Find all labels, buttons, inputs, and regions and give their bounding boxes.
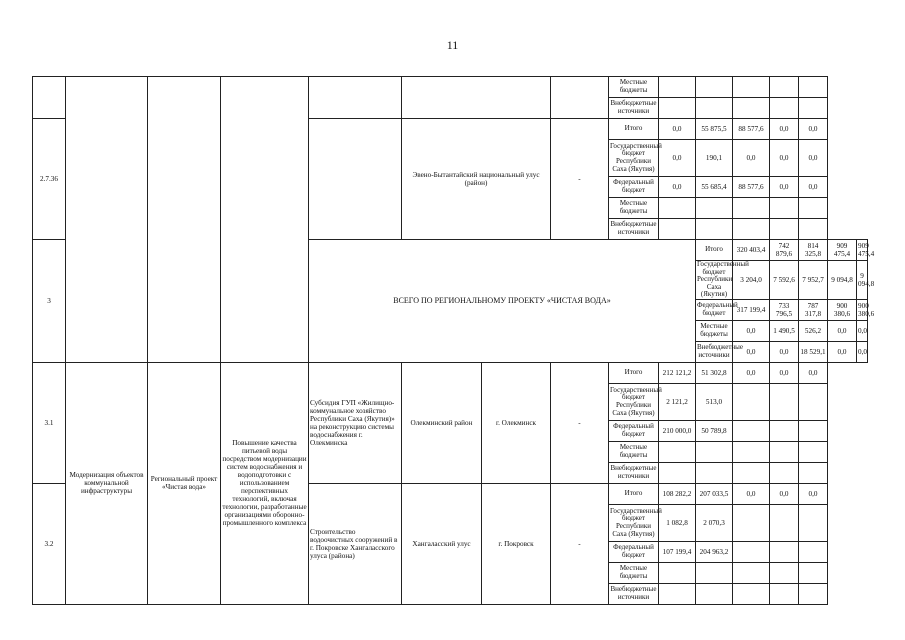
value-cell [659, 198, 696, 219]
value-cell [733, 462, 770, 483]
value-cell: 317 199,4 [733, 299, 770, 320]
value-cell: 3 204,0 [733, 261, 770, 300]
object-cell: Строительство водоочистных сооружений в г. Покровске Хангаласского улуса (района) [309, 483, 402, 604]
value-cell [799, 462, 828, 483]
row-number: 3 [33, 240, 66, 363]
value-cell [770, 562, 799, 583]
value-cell [696, 441, 733, 462]
budget-table [32, 76, 875, 605]
value-cell: 900 380,6 [857, 299, 868, 320]
source-cell: Государственный бюджет Республики Саха (Якутия) [609, 140, 659, 177]
value-cell: 526,2 [799, 320, 828, 341]
value-cell: 0,0 [857, 320, 868, 341]
source-cell: Внебюджетные источники [609, 583, 659, 604]
value-cell: 55 685,4 [696, 177, 733, 198]
value-cell: 50 789,8 [696, 420, 733, 441]
value-cell: 0,0 [828, 320, 857, 341]
value-cell: 0,0 [799, 119, 828, 140]
source-cell: Федеральный бюджет [609, 541, 659, 562]
source-cell: Внебюджетные источники [696, 341, 733, 362]
value-cell: 210 000,0 [659, 420, 696, 441]
value-cell [799, 77, 828, 98]
value-cell [799, 541, 828, 562]
value-cell [659, 441, 696, 462]
dash-cell: - [551, 119, 609, 240]
value-cell [733, 77, 770, 98]
value-cell [659, 98, 696, 119]
table-row [33, 362, 868, 383]
value-cell: 51 302,8 [696, 362, 733, 383]
source-cell: Итого [609, 362, 659, 383]
value-cell [733, 562, 770, 583]
value-cell: 0,0 [770, 341, 799, 362]
value-cell: 55 875,5 [696, 119, 733, 140]
value-cell [659, 77, 696, 98]
value-cell: 7 952,7 [799, 261, 828, 300]
value-cell [799, 198, 828, 219]
value-cell [770, 77, 799, 98]
district-cell [402, 77, 551, 119]
value-cell [770, 219, 799, 240]
value-cell: 1 490,5 [770, 320, 799, 341]
value-cell: 7 592,6 [770, 261, 799, 300]
value-cell: 9 094,8 [828, 261, 857, 300]
value-cell [733, 541, 770, 562]
value-cell: 9 094,8 [857, 261, 868, 300]
source-cell: Внебюджетные источники [609, 98, 659, 119]
value-cell: 0,0 [733, 483, 770, 504]
source-cell: Местные бюджеты [609, 77, 659, 98]
table-row [33, 77, 868, 98]
value-cell [770, 462, 799, 483]
row-number: 3.1 [33, 362, 66, 483]
value-cell [799, 98, 828, 119]
value-cell: 0,0 [733, 140, 770, 177]
source-cell: Внебюджетные источники [609, 219, 659, 240]
value-cell: 204 963,2 [696, 541, 733, 562]
value-cell [733, 441, 770, 462]
value-cell [799, 219, 828, 240]
value-cell [770, 420, 799, 441]
value-cell: 88 577,6 [733, 119, 770, 140]
value-cell: 0,0 [770, 362, 799, 383]
value-cell: 212 121,2 [659, 362, 696, 383]
value-cell: 0,0 [659, 140, 696, 177]
district-cell: Хангаласский улус [402, 483, 482, 604]
value-cell [770, 583, 799, 604]
value-cell: 0,0 [799, 177, 828, 198]
value-cell: 0,0 [733, 320, 770, 341]
value-cell: 742 879,6 [770, 240, 799, 261]
value-cell [696, 77, 733, 98]
source-cell: Местные бюджеты [609, 198, 659, 219]
value-cell [733, 198, 770, 219]
district-cell: Эвено-Бытантайский национальный улус (район) [402, 119, 551, 240]
project-cell [148, 77, 221, 363]
source-cell: Местные бюджеты [609, 562, 659, 583]
dash-cell: - [551, 483, 609, 604]
value-cell: 107 199,4 [659, 541, 696, 562]
value-cell [733, 98, 770, 119]
goal-cell [221, 77, 309, 363]
value-cell [659, 583, 696, 604]
num-cell [33, 77, 66, 119]
dash-cell: - [551, 362, 609, 483]
source-cell: Итого [609, 483, 659, 504]
city-cell: г. Покровск [482, 483, 551, 604]
project-cell: Региональный проект «Чистая вода» [148, 362, 221, 604]
value-cell: 909 475,4 [857, 240, 868, 261]
value-cell: 190,1 [696, 140, 733, 177]
object-cell: Субсидия ГУП «Жилищно-коммунальное хозяйство Республики Саха (Якутия)» на реконструкцию системы водоснабжения г. Олекминска [309, 362, 402, 483]
value-cell [696, 583, 733, 604]
value-cell: 108 282,2 [659, 483, 696, 504]
value-cell: 513,0 [696, 383, 733, 420]
value-cell: 0,0 [828, 341, 857, 362]
value-cell [659, 462, 696, 483]
value-cell [799, 562, 828, 583]
source-cell: Федеральный бюджет [609, 177, 659, 198]
value-cell: 0,0 [770, 140, 799, 177]
row-number: 2.7.36 [33, 119, 66, 240]
source-cell: Федеральный бюджет [609, 420, 659, 441]
source-cell: Местные бюджеты [609, 441, 659, 462]
value-cell [770, 504, 799, 541]
value-cell [696, 562, 733, 583]
source-cell: Федеральный бюджет [696, 299, 733, 320]
value-cell [659, 219, 696, 240]
object-cell [309, 119, 402, 240]
value-cell: 0,0 [857, 341, 868, 362]
value-cell: 0,0 [659, 177, 696, 198]
value-cell [770, 98, 799, 119]
value-cell [799, 583, 828, 604]
value-cell [733, 420, 770, 441]
district-cell: Олекминский район [402, 362, 482, 483]
value-cell: 1 082,8 [659, 504, 696, 541]
direction-cell [66, 77, 148, 363]
value-cell: 0,0 [733, 341, 770, 362]
total-title: ВСЕГО ПО РЕГИОНАЛЬНОМУ ПРОЕКТУ «ЧИСТАЯ ВОДА» [309, 240, 696, 363]
value-cell: 733 796,5 [770, 299, 799, 320]
value-cell: 88 577,6 [733, 177, 770, 198]
value-cell: 2 070,3 [696, 504, 733, 541]
value-cell: 0,0 [733, 362, 770, 383]
value-cell: 18 529,1 [799, 341, 828, 362]
value-cell [770, 383, 799, 420]
city-cell: г. Олекминск [482, 362, 551, 483]
value-cell: 0,0 [799, 140, 828, 177]
source-cell: Итого [609, 119, 659, 140]
value-cell: 0,0 [770, 483, 799, 504]
source-cell: Итого [696, 240, 733, 261]
value-cell: 207 033,5 [696, 483, 733, 504]
value-cell: 2 121,2 [659, 383, 696, 420]
object-cell [309, 77, 402, 119]
value-cell: 909 475,4 [828, 240, 857, 261]
direction-cell: Модернизация объектов коммунальной инфраструктуры [66, 362, 148, 604]
source-cell: Государственный бюджет Республики Саха (Якутия) [609, 504, 659, 541]
value-cell [733, 383, 770, 420]
value-cell [696, 219, 733, 240]
value-cell: 814 325,8 [799, 240, 828, 261]
value-cell: 0,0 [770, 177, 799, 198]
value-cell: 0,0 [799, 483, 828, 504]
value-cell [733, 219, 770, 240]
value-cell [799, 420, 828, 441]
value-cell [770, 541, 799, 562]
goal-cell: Повышение качества питьевой воды посредством модернизации систем водоснабжения и водоподготовки с использованием перспективных технологий, включая технологии, разработанные организациями оборонно-промышленного комплекса [221, 362, 309, 604]
value-cell [733, 504, 770, 541]
value-cell [659, 562, 696, 583]
value-cell [799, 383, 828, 420]
source-cell: Внебюджетные источники [609, 462, 659, 483]
value-cell [696, 198, 733, 219]
source-cell: Государственный бюджет Республики Саха (Якутия) [609, 383, 659, 420]
value-cell [799, 504, 828, 541]
value-cell [696, 462, 733, 483]
source-cell: Государственный бюджет Республики Саха (Якутия) [697, 260, 749, 299]
value-cell: 0,0 [799, 362, 828, 383]
value-cell: 787 317,8 [799, 299, 828, 320]
value-cell: 900 380,6 [828, 299, 857, 320]
value-cell [770, 441, 799, 462]
value-cell: 0,0 [659, 119, 696, 140]
value-cell [696, 98, 733, 119]
row-number: 3.2 [33, 483, 66, 604]
value-cell [770, 198, 799, 219]
value-cell [733, 583, 770, 604]
dash-cell [551, 77, 609, 119]
value-cell [799, 441, 828, 462]
page-number: 11 [446, 38, 459, 52]
value-cell: 0,0 [770, 119, 799, 140]
source-cell: Местные бюджеты [696, 320, 733, 341]
value-cell: 320 403,4 [733, 240, 770, 261]
